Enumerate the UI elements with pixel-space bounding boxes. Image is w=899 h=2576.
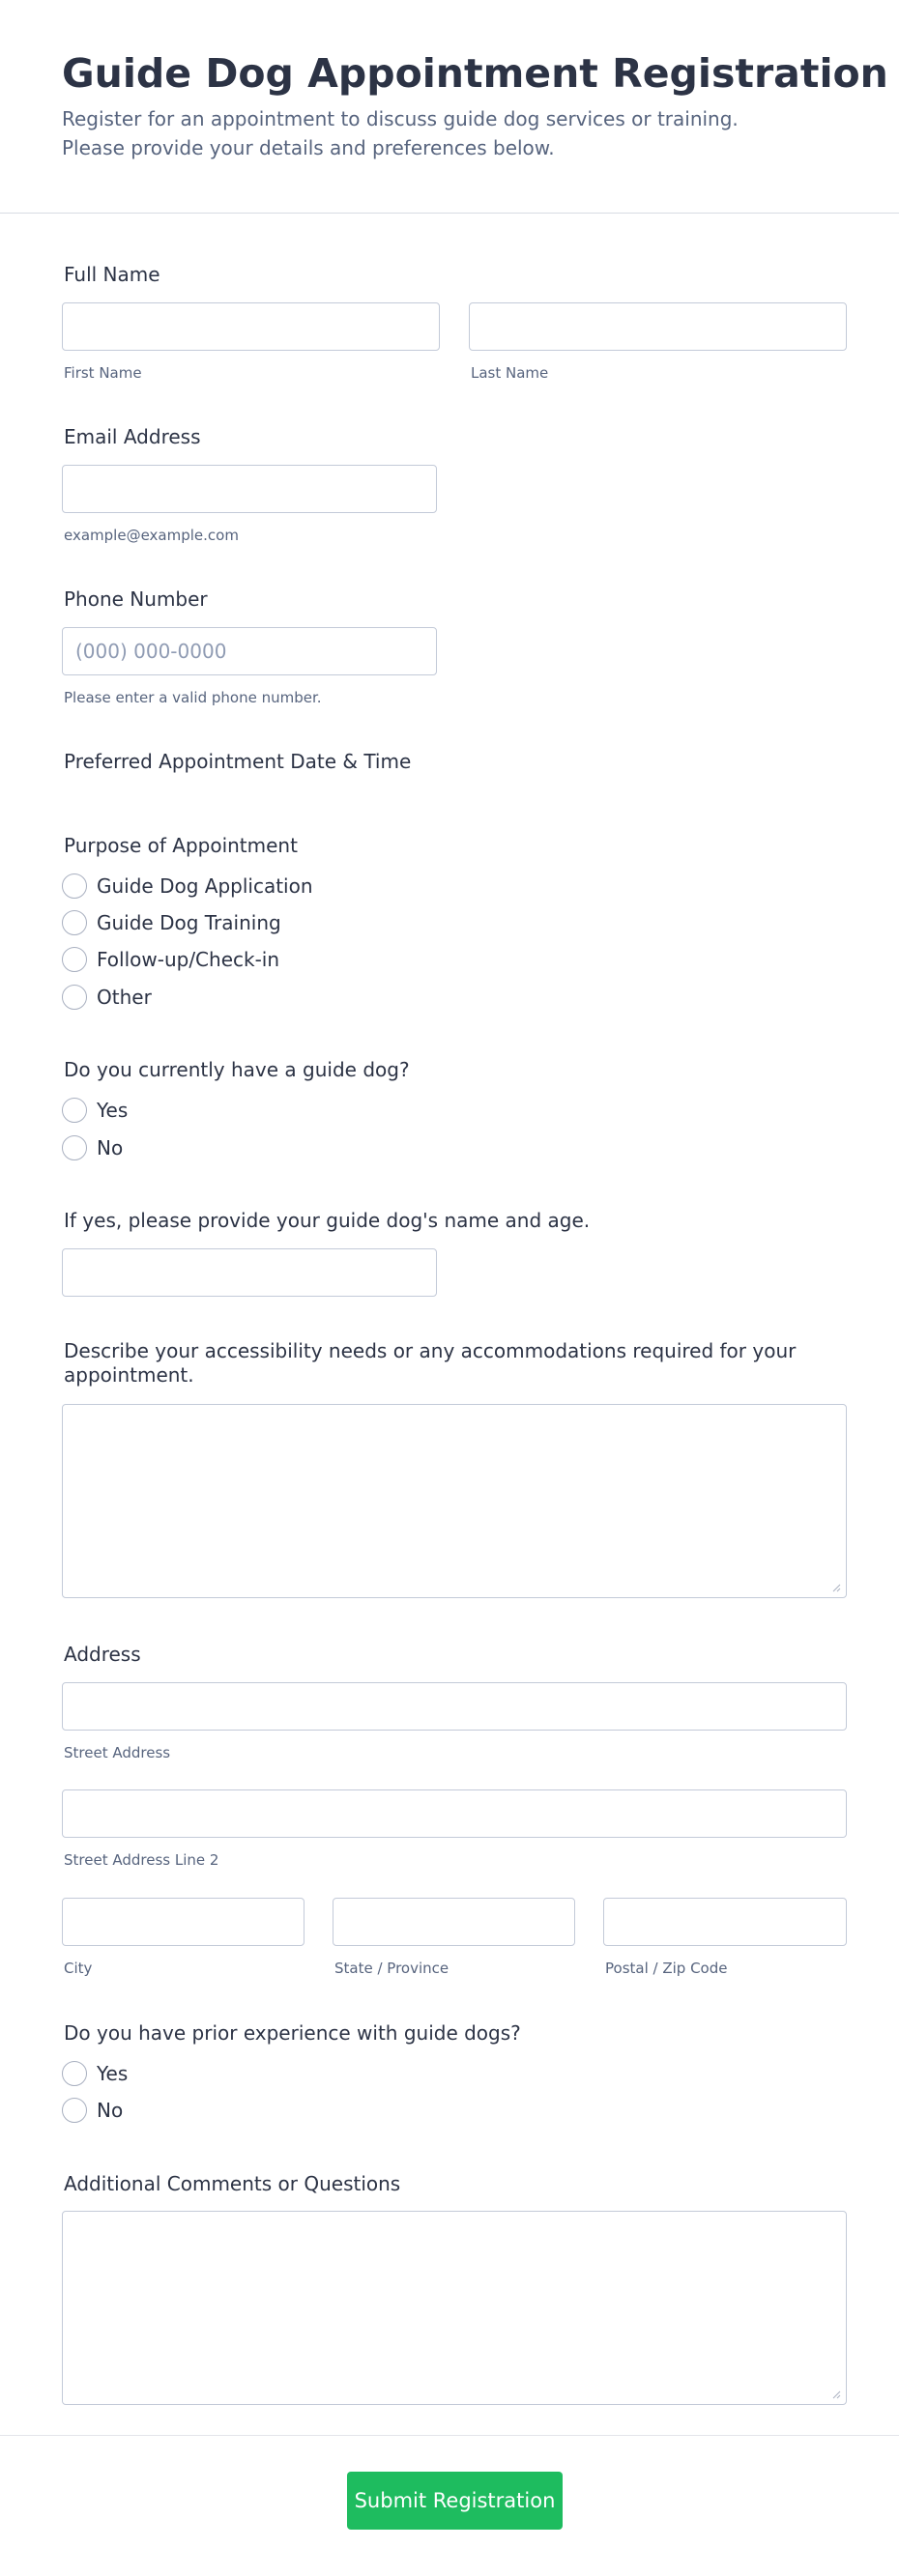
radio-button[interactable] [62,1098,87,1123]
address-label: Address [64,1643,141,1666]
radio-label: Guide Dog Application [97,874,313,898]
city-sublabel: City [64,1960,93,1977]
prior-experience-label: Do you have prior experience with guide dogs? [64,2021,521,2045]
has-guide-dog-option-yes[interactable] [62,1097,128,1124]
accessibility-textarea[interactable] [62,1404,847,1598]
submit-button[interactable]: Submit Registration [347,2472,563,2530]
phone-sublabel: Please enter a valid phone number. [64,689,322,706]
street-address-line2-sublabel: Street Address Line 2 [64,1851,219,1869]
page-title: Guide Dog Appointment Registration [62,50,888,97]
street-address-line2-input[interactable] [62,1789,847,1838]
street-address-sublabel: Street Address [64,1744,171,1761]
form-header [0,0,899,214]
city-input[interactable] [62,1898,304,1946]
first-name-input[interactable] [62,302,440,351]
last-name-sublabel: Last Name [471,364,549,382]
radio-label: No [97,1136,124,1159]
phone-input[interactable] [62,627,437,675]
radio-label: Follow-up/Check-in [97,948,280,971]
state-sublabel: State / Province [334,1960,450,1977]
email-input[interactable] [62,465,437,513]
purpose-label: Purpose of Appointment [64,834,298,857]
last-name-input[interactable] [469,302,847,351]
email-sublabel: example@example.com [64,527,239,544]
appointment-datetime-label: Preferred Appointment Date & Time [64,750,412,773]
zip-sublabel: Postal / Zip Code [605,1960,728,1977]
purpose-option-follow-up[interactable] [62,946,279,973]
radio-button[interactable] [62,985,87,1010]
radio-button[interactable] [62,947,87,972]
dog-details-input[interactable] [62,1248,437,1297]
radio-label: No [97,2099,124,2122]
dog-details-label: If yes, please provide your guide dog's name and age. [64,1209,591,1232]
radio-label: Yes [97,2062,129,2085]
radio-button[interactable] [62,2061,87,2086]
page-subtitle: Register for an appointment to discuss guide dog services or training. Please provide your details and preferences below. [62,107,739,159]
radio-button[interactable] [62,873,87,899]
radio-label: Yes [97,1099,129,1122]
prior-experience-option-yes[interactable] [62,2060,128,2087]
purpose-option-application[interactable] [62,873,313,900]
purpose-option-other[interactable] [62,984,152,1011]
has-guide-dog-option-no[interactable] [62,1134,123,1161]
zip-input[interactable] [603,1898,847,1946]
comments-label: Additional Comments or Questions [64,2172,401,2195]
state-input[interactable] [333,1898,575,1946]
email-label: Email Address [64,425,201,448]
accessibility-label: Describe your accessibility needs or any accommodations required for your appointment. [64,1339,797,1387]
radio-button[interactable] [62,2098,87,2123]
street-address-input[interactable] [62,1682,847,1731]
radio-label: Guide Dog Training [97,911,281,934]
resize-grip-icon[interactable] [831,1583,841,1592]
resize-grip-icon[interactable] [831,2390,841,2399]
radio-button[interactable] [62,1135,87,1160]
prior-experience-option-no[interactable] [62,2097,123,2124]
has-guide-dog-label: Do you currently have a guide dog? [64,1058,410,1081]
first-name-sublabel: First Name [64,364,142,382]
radio-button[interactable] [62,910,87,935]
full-name-label: Full Name [64,263,160,286]
radio-label: Other [97,986,152,1009]
comments-textarea[interactable] [62,2211,847,2405]
purpose-option-training[interactable] [62,909,281,936]
phone-label: Phone Number [64,587,208,611]
